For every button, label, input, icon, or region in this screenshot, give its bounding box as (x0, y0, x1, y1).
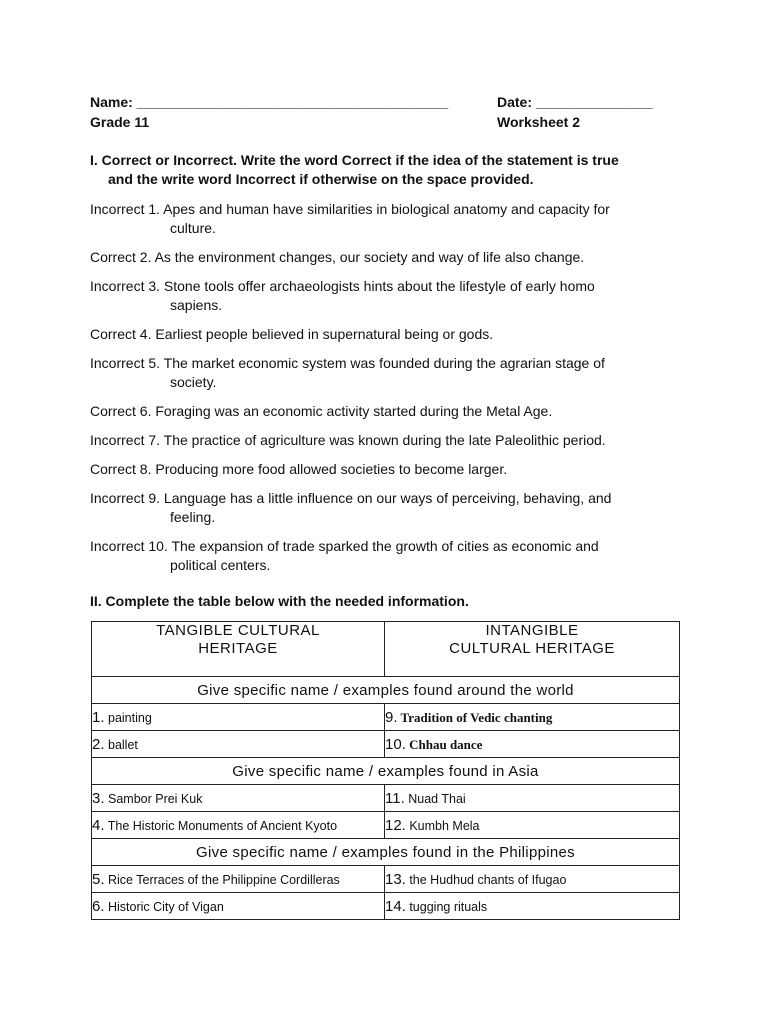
item-number: 1. (92, 708, 105, 726)
intangible-cell (385, 866, 680, 893)
table-header-row (92, 622, 680, 677)
statement-item (90, 431, 670, 450)
intangible-cell (385, 704, 680, 731)
intangible-cell (385, 812, 680, 839)
item-number: 5. (92, 870, 105, 888)
group-label-world: Give specific name / examples found around the world (92, 677, 680, 704)
section2-instruction: II. Complete the table below with the needed information. (90, 593, 469, 609)
statement-continuation: sapiens. (170, 297, 223, 313)
item-number: 12. (385, 816, 406, 834)
group-label-philippines: Give specific name / examples found in the Philippines (92, 839, 680, 866)
statement-item (90, 402, 670, 421)
statement-text: Incorrect 7. The practice of agriculture was known during the late Paleolithic period. (90, 432, 606, 448)
statement-continuation: feeling. (170, 509, 216, 525)
heritage-table (91, 621, 680, 920)
tangible-header-line2: HERITAGE (198, 640, 278, 657)
item-number: 13. (385, 870, 406, 888)
intangible-cell (385, 731, 680, 758)
item-number: 2. (92, 735, 105, 753)
table-row (92, 893, 680, 920)
statement-text: Incorrect 5. The market economic system was founded during the agrarian stage of (90, 355, 605, 371)
worksheet-label: Worksheet 2 (497, 114, 580, 130)
item-number: 14. (385, 897, 406, 915)
statement-item (90, 277, 670, 315)
statement-item (90, 248, 670, 267)
item-number: 3. (92, 789, 105, 807)
intangible-header (385, 622, 680, 677)
section1-instruction-line1: I. Correct or Incorrect. Write the word Correct if the idea of the statement is true (90, 152, 619, 168)
item-text: Kumbh Mela (405, 818, 480, 833)
date-field: Date: _______________ (497, 94, 653, 110)
tangible-cell (92, 893, 385, 920)
intangible-cell (385, 785, 680, 812)
tangible-cell (92, 785, 385, 812)
table-row (92, 704, 680, 731)
table-row (92, 812, 680, 839)
statement-text: Correct 6. Foraging was an economic activity started during the Metal Age. (90, 403, 553, 419)
item-text: tugging rituals (405, 899, 488, 914)
item-text: Historic City of Vigan (104, 899, 224, 914)
item-text: The Historic Monuments of Ancient Kyoto (104, 818, 338, 833)
group-row-philippines (92, 839, 680, 866)
group-label-asia: Give specific name / examples found in Asia (92, 758, 680, 785)
item-text: Tradition of Vedic chanting (397, 709, 553, 725)
statement-item (90, 354, 670, 392)
group-row-asia (92, 758, 680, 785)
table-row (92, 785, 680, 812)
tangible-cell (92, 866, 385, 893)
tangible-cell (92, 704, 385, 731)
statement-text: Incorrect 9. Language has a little influence on our ways of perceiving, behaving, and (90, 490, 612, 506)
statement-item (90, 200, 670, 238)
item-text: the Hudhud chants of Ifugao (405, 872, 567, 887)
statement-item (90, 325, 670, 344)
statement-item (90, 460, 670, 479)
name-field: Name: ________________________________________ (90, 94, 449, 110)
tangible-cell (92, 731, 385, 758)
tangible-header (92, 622, 385, 677)
item-number: 11. (385, 789, 405, 807)
intangible-header-line1: INTANGIBLE (485, 622, 579, 639)
statement-item (90, 489, 670, 527)
item-number: 6. (92, 897, 105, 915)
item-number: 9. (385, 708, 398, 726)
item-text: Nuad Thai (404, 791, 466, 806)
item-text: Chhau dance (405, 736, 483, 752)
item-number: 10. (385, 735, 406, 753)
item-text: Sambor Prei Kuk (104, 791, 203, 806)
statement-text: Correct 4. Earliest people believed in supernatural being or gods. (90, 326, 494, 342)
group-row-world (92, 677, 680, 704)
item-text: Rice Terraces of the Philippine Cordilleras (104, 872, 340, 887)
tangible-cell (92, 812, 385, 839)
statement-text: Correct 2. As the environment changes, our society and way of life also change. (90, 249, 585, 265)
intangible-header-line2: CULTURAL HERITAGE (449, 640, 615, 657)
statement-text: Incorrect 3. Stone tools offer archaeologists hints about the lifestyle of early homo (90, 278, 595, 294)
tangible-header-line1: TANGIBLE CULTURAL (156, 622, 320, 639)
section1-instruction (90, 151, 690, 189)
statement-text: Correct 8. Producing more food allowed societies to become larger. (90, 461, 508, 477)
item-text: painting (104, 710, 152, 725)
statement-text: Incorrect 10. The expansion of trade sparked the growth of cities as economic and (90, 538, 599, 554)
statement-continuation: culture. (170, 220, 216, 236)
statement-continuation: political centers. (170, 557, 271, 573)
statement-text: Incorrect 1. Apes and human have similarities in biological anatomy and capacity for (90, 201, 610, 217)
item-number: 4. (92, 816, 105, 834)
grade-label: Grade 11 (90, 114, 150, 130)
item-text: ballet (104, 737, 138, 752)
statement-continuation: society. (170, 374, 217, 390)
table-row (92, 866, 680, 893)
statement-item (90, 537, 670, 575)
table-row (92, 731, 680, 758)
section1-instruction-line2: and the write word Incorrect if otherwise on the space provided. (108, 171, 534, 187)
intangible-cell (385, 893, 680, 920)
statement-list (90, 200, 670, 585)
